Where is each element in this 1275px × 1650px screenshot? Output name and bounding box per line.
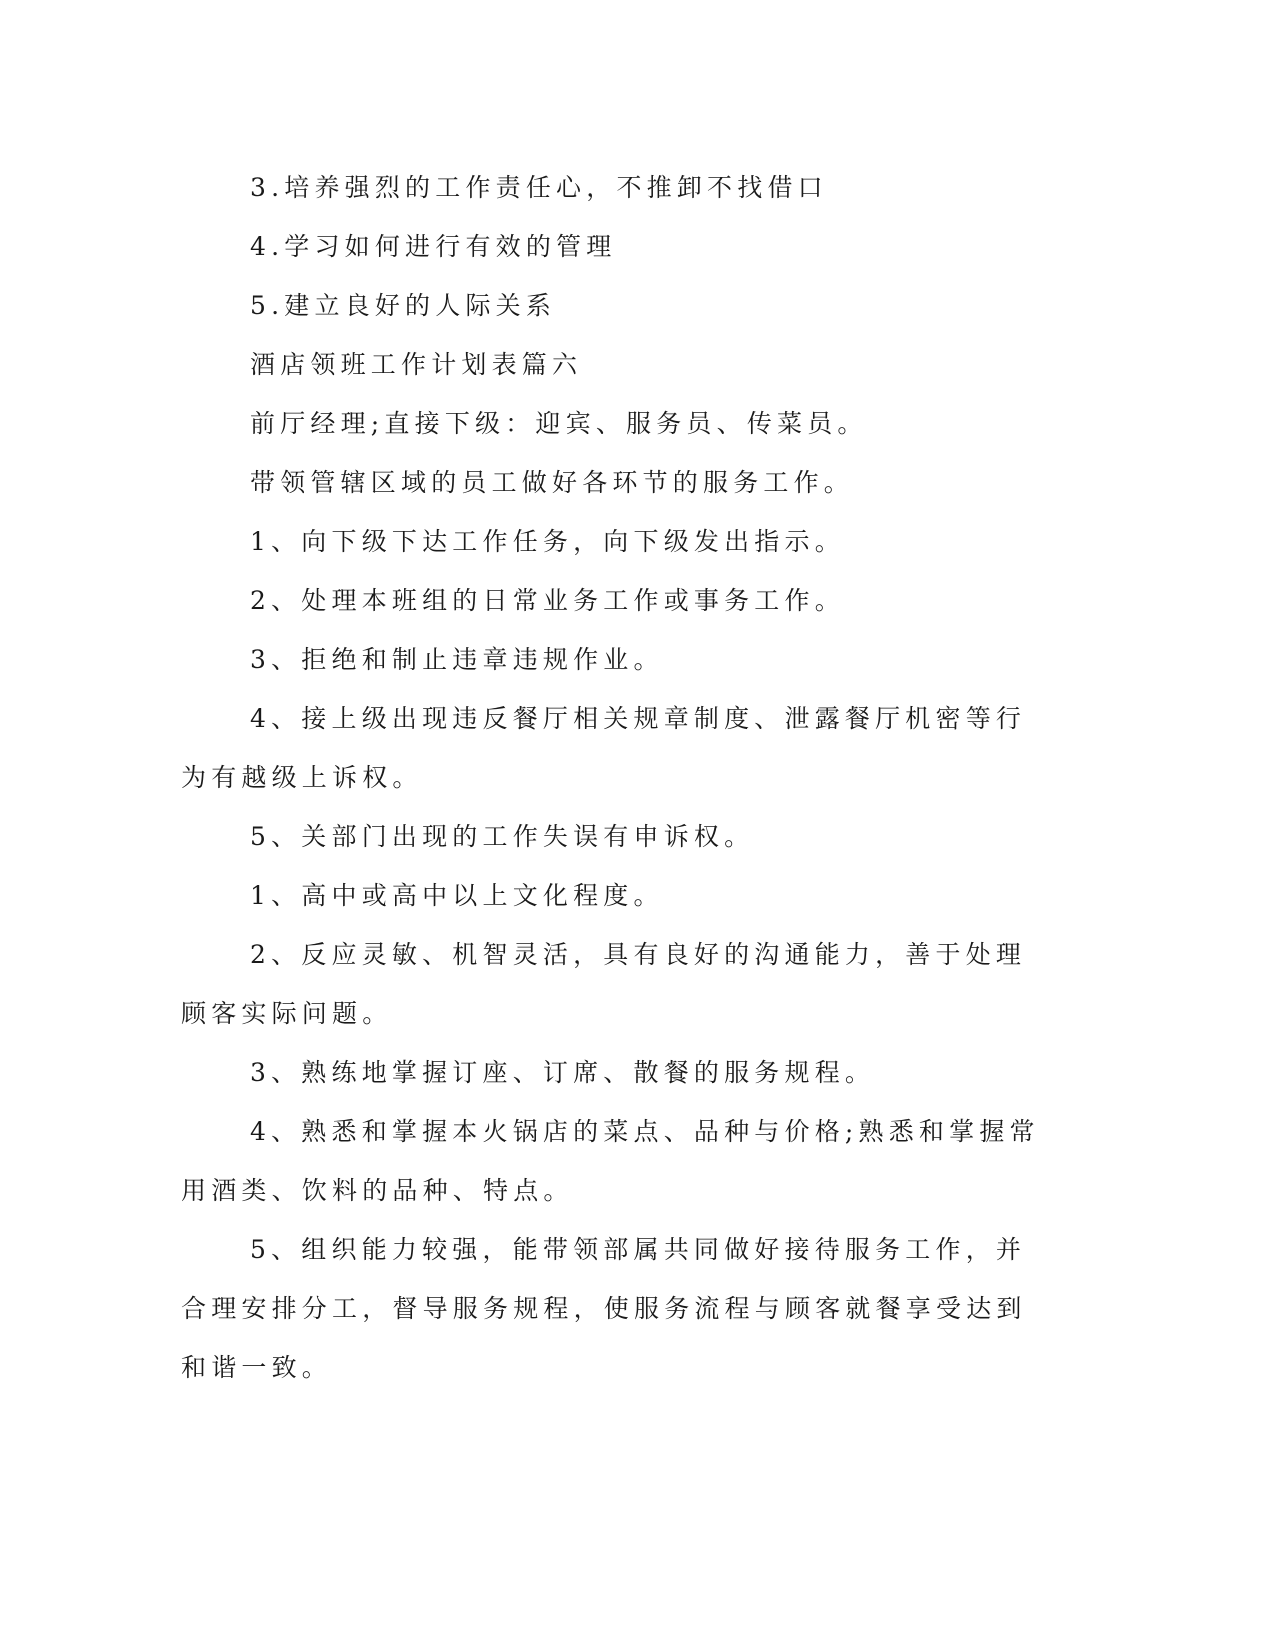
document-body — [181, 158, 1051, 1397]
paragraph-duty-5: 5、关部门出现的工作失误有申诉权。 — [250, 822, 755, 851]
paragraph-requirement-5: 5、组织能力较强，能带领部属共同做好接待服务工作，并合理安排分工，督导服务规程，使服务流程与顾客就餐享受达到和谐一致。 — [181, 1235, 1027, 1382]
paragraph-summary: 带领管辖区域的员工做好各环节的服务工作。 — [250, 468, 855, 497]
paragraph-duty-2: 2、处理本班组的日常业务工作或事务工作。 — [250, 586, 845, 615]
paragraph-goal-5: 5.建立良好的人际关系 — [250, 291, 557, 320]
paragraph-requirement-3: 3、熟练地掌握订座、订席、散餐的服务规程。 — [250, 1058, 876, 1087]
paragraph-requirement-2: 2、反应灵敏、机智灵活，具有良好的沟通能力，善于处理顾客实际问题。 — [181, 940, 1027, 1028]
section-heading: 酒店领班工作计划表篇六 — [250, 350, 583, 379]
paragraph-requirement-4: 4、熟悉和掌握本火锅店的菜点、品种与价格;熟悉和掌握常用酒类、饮料的品种、特点。 — [181, 1117, 1040, 1205]
paragraph-reporting: 前厅经理;直接下级：迎宾、服务员、传菜员。 — [250, 409, 868, 438]
paragraph-duty-1: 1、向下级下达工作任务，向下级发出指示。 — [250, 527, 845, 556]
paragraph-duty-3: 3、拒绝和制止违章违规作业。 — [250, 645, 664, 674]
paragraph-goal-4: 4.学习如何进行有效的管理 — [250, 232, 617, 261]
paragraph-requirement-1: 1、高中或高中以上文化程度。 — [250, 881, 664, 910]
paragraph-duty-4: 4、接上级出现违反餐厅相关规章制度、泄露餐厅机密等行为有越级上诉权。 — [181, 704, 1027, 792]
paragraph-goal-3: 3.培养强烈的工作责任心，不推卸不找借口 — [250, 173, 828, 202]
